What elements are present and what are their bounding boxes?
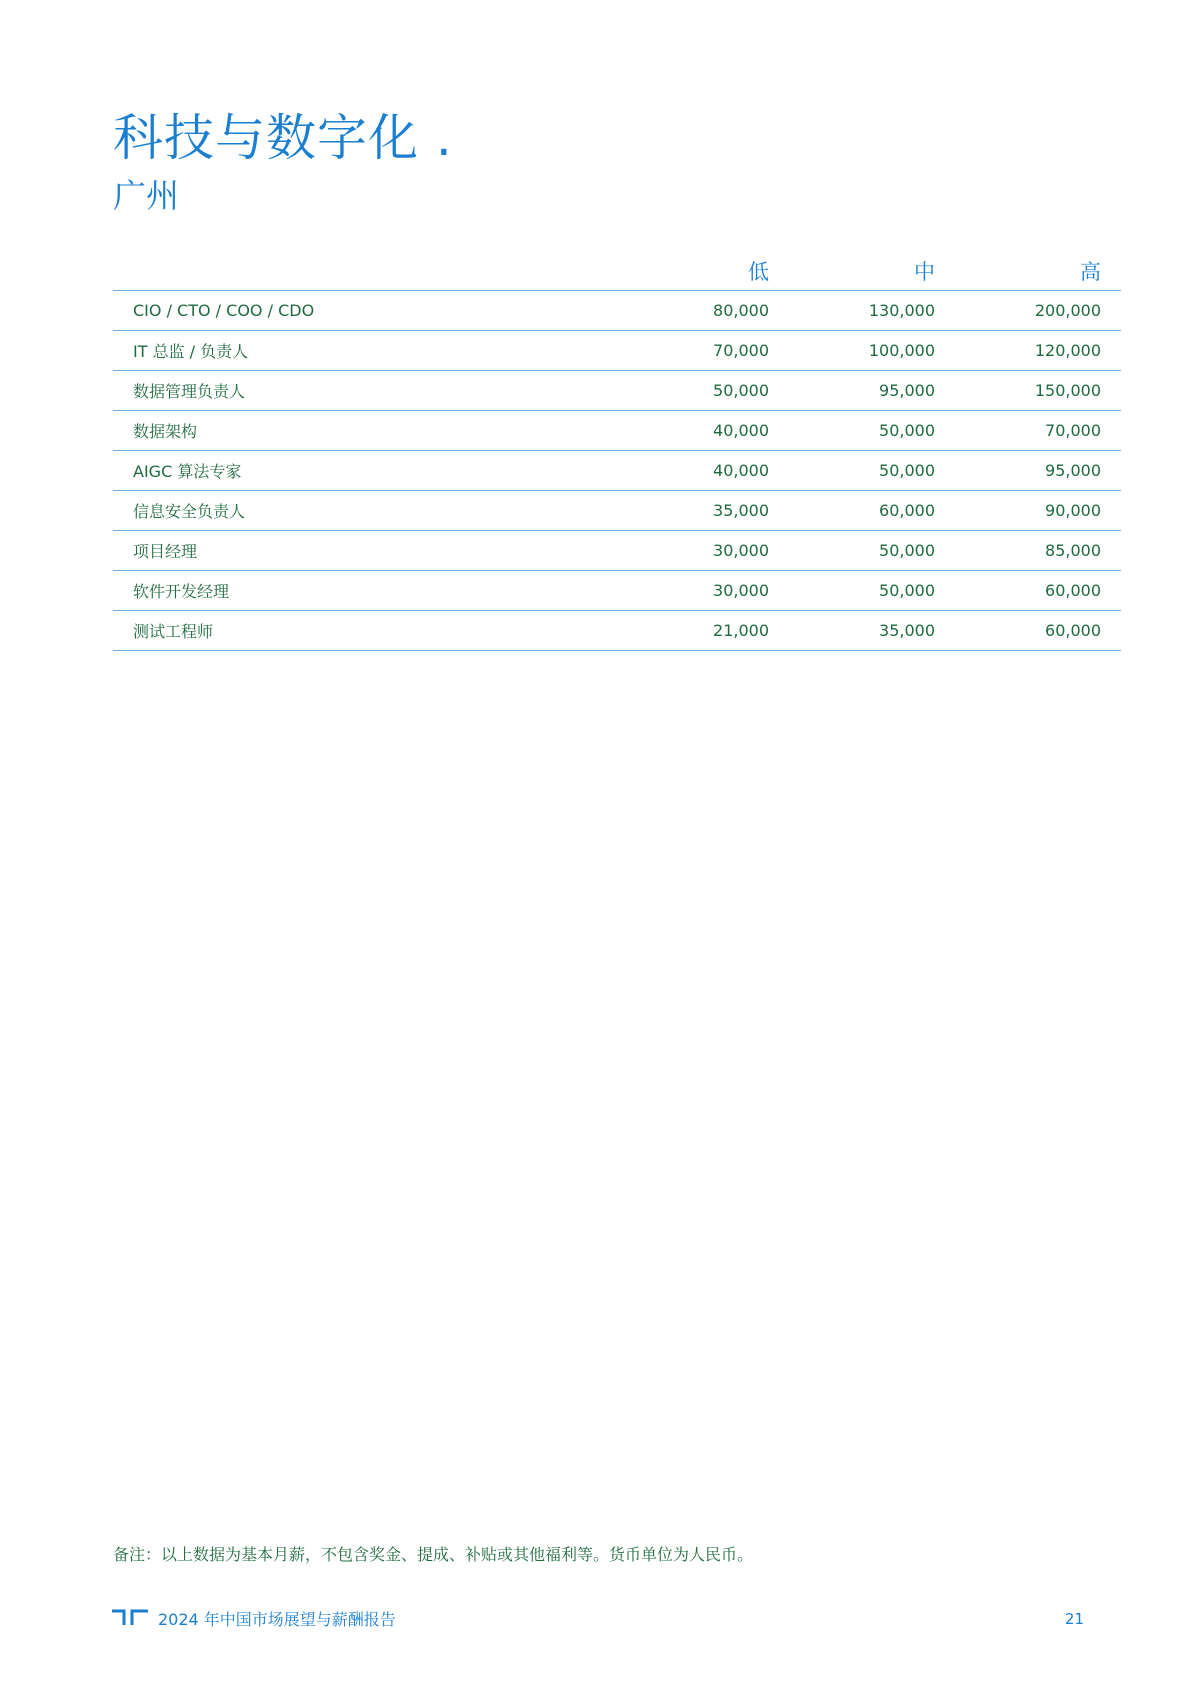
role-cell: IT 总监 / 负责人 <box>113 331 643 371</box>
table-row <box>113 411 1121 451</box>
mid-cell: 50,000 <box>789 451 955 491</box>
page-title: 科技与数字化 . <box>113 109 453 167</box>
salary-table <box>113 252 1121 651</box>
page-subtitle: 广州 <box>113 176 179 215</box>
role-cell: CIO / CTO / COO / CDO <box>113 291 643 331</box>
role-cell: AIGC 算法专家 <box>113 451 643 491</box>
low-cell: 30,000 <box>643 571 789 611</box>
mid-cell: 95,000 <box>789 371 955 411</box>
column-header-role <box>113 252 643 291</box>
table-row <box>113 491 1121 531</box>
table-row <box>113 571 1121 611</box>
mid-cell: 35,000 <box>789 611 955 651</box>
table-row <box>113 451 1121 491</box>
table-row <box>113 371 1121 411</box>
column-header-mid: 中 <box>789 252 955 291</box>
mid-cell: 50,000 <box>789 411 955 451</box>
low-cell: 40,000 <box>643 451 789 491</box>
role-cell: 数据架构 <box>113 411 643 451</box>
role-cell: 项目经理 <box>113 531 643 571</box>
footnote: 备注：以上数据为基本月薪，不包含奖金、提成、补贴或其他福利等。货币单位为人民币。 <box>113 1545 754 1564</box>
high-cell: 70,000 <box>955 411 1121 451</box>
high-cell: 90,000 <box>955 491 1121 531</box>
mid-cell: 50,000 <box>789 531 955 571</box>
high-cell: 60,000 <box>955 611 1121 651</box>
role-cell: 信息安全负责人 <box>113 491 643 531</box>
role-cell: 数据管理负责人 <box>113 371 643 411</box>
column-header-high: 高 <box>955 252 1121 291</box>
low-cell: 50,000 <box>643 371 789 411</box>
table-row <box>113 291 1121 331</box>
high-cell: 120,000 <box>955 331 1121 371</box>
low-cell: 70,000 <box>643 331 789 371</box>
page-number: 21 <box>1064 1610 1084 1628</box>
high-cell: 60,000 <box>955 571 1121 611</box>
table-row <box>113 531 1121 571</box>
table-row <box>113 331 1121 371</box>
low-cell: 21,000 <box>643 611 789 651</box>
column-header-low: 低 <box>643 252 789 291</box>
low-cell: 30,000 <box>643 531 789 571</box>
table-header-row <box>113 252 1121 291</box>
footer-report-title: 2024 年中国市场展望与薪酬报告 <box>158 1610 396 1629</box>
mid-cell: 100,000 <box>789 331 955 371</box>
role-cell: 软件开发经理 <box>113 571 643 611</box>
mid-cell: 50,000 <box>789 571 955 611</box>
high-cell: 200,000 <box>955 291 1121 331</box>
mid-cell: 130,000 <box>789 291 955 331</box>
high-cell: 150,000 <box>955 371 1121 411</box>
low-cell: 40,000 <box>643 411 789 451</box>
table-row <box>113 611 1121 651</box>
low-cell: 80,000 <box>643 291 789 331</box>
low-cell: 35,000 <box>643 491 789 531</box>
high-cell: 85,000 <box>955 531 1121 571</box>
mid-cell: 60,000 <box>789 491 955 531</box>
role-cell: 测试工程师 <box>113 611 643 651</box>
brand-logo-icon <box>112 1609 148 1627</box>
high-cell: 95,000 <box>955 451 1121 491</box>
